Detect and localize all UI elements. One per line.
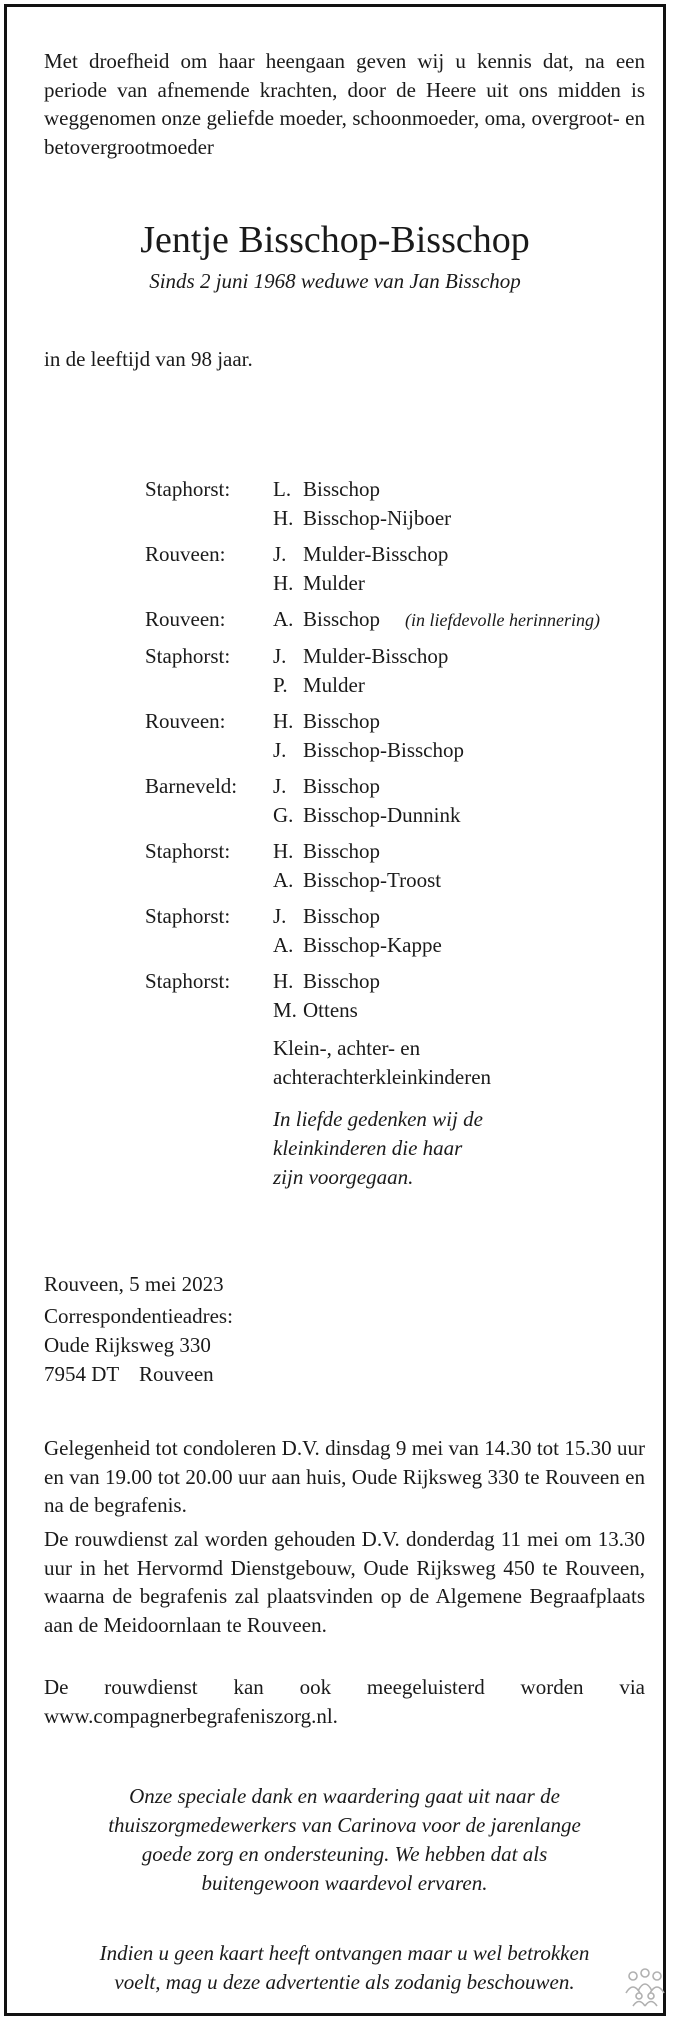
family-initial: J. [273, 644, 287, 668]
memorial-line: In liefde gedenken wij de [273, 1107, 483, 1131]
family-member: Bisschop [303, 709, 381, 733]
family-place: Staphorst: [145, 644, 231, 668]
family-initial: J. [273, 774, 287, 798]
family-member: Bisschop-Kappe [303, 933, 442, 957]
family-member: Bisschop [303, 969, 381, 993]
family-member: Mulder-Bisschop [303, 644, 449, 668]
family-place: Staphorst: [145, 969, 231, 993]
family-place: Staphorst: [145, 839, 231, 863]
thanks-line: thuiszorgmedewerkers van Carinova voor de jarenlange [108, 1813, 581, 1837]
thanks-line: goede zorg en ondersteuning. We hebben dat als [141, 1842, 548, 1866]
correspondence-postal-code: 7954 DT [44, 1362, 120, 1386]
family-logo-icon [623, 1967, 667, 2007]
family-initial: H. [273, 709, 294, 733]
service-text: De rouwdienst zal worden gehouden D.V. donderdag 11 mei om 13.30 uur in het Hervormd Dienstgebouw, Oude Rijksweg 450 te Rouveen, waarna de begrafenis zal plaatsvinden op de Algemene Begraafplaats aan de Meidoornlaan te Rouveen. [44, 1527, 645, 1637]
family-member: Bisschop [303, 904, 381, 928]
family-initial: J. [273, 542, 287, 566]
family-initial: J. [273, 904, 287, 928]
family-initial: H. [273, 969, 294, 993]
intro-text: Met droefheid om haar heengaan geven wij u kennis dat, na een periode van afnemende krachten, door de Heere uit ons midden is weggenomen onze geliefde moeder, schoonmoeder, oma, overgroot- en betovergrootmoeder [44, 49, 645, 159]
family-initial: J. [273, 738, 287, 762]
family-member: Mulder [303, 673, 365, 697]
family-initial: M. [273, 998, 297, 1022]
grandchildren-line: achterachterkleinkinderen [273, 1065, 492, 1089]
family-place: Rouveen: [145, 542, 226, 566]
family-member: Bisschop-Bisschop [303, 738, 465, 762]
family-initial: G. [273, 803, 294, 827]
listen-text: De rouwdienst kan ook meegeluisterd worden via www.compagnerbegrafeniszorg.nl. [44, 1675, 645, 1728]
obituary-card [4, 4, 666, 2016]
family-initial: P. [273, 673, 288, 697]
family-initial: A. [273, 933, 294, 957]
memorial-line: zijn voorgegaan. [273, 1165, 414, 1189]
correspondence-street: Oude Rijksweg 330 [44, 1333, 211, 1357]
family-member: Bisschop-Dunnink [303, 803, 461, 827]
age-line: in de leeftijd van 98 jaar. [44, 347, 253, 371]
family-member: Ottens [303, 998, 358, 1022]
footer-line: voelt, mag u deze advertentie als zodanig beschouwen. [114, 1970, 575, 1994]
family-member: Bisschop-Nijboer [303, 506, 452, 530]
family-initial: H. [273, 839, 294, 863]
place-date: Rouveen, 5 mei 2023 [44, 1272, 224, 1296]
family-place: Staphorst: [145, 904, 231, 928]
footer-line: Indien u geen kaart heeft ontvangen maar u wel betrokken [99, 1941, 590, 1965]
family-member: Mulder-Bisschop [303, 542, 449, 566]
family-initial: L. [273, 477, 292, 501]
family-initial: H. [273, 506, 294, 530]
deceased-name: Jentje Bisschop-Bisschop [140, 219, 530, 261]
condolence-text: Gelegenheid tot condoleren D.V. dinsdag 9 mei van 14.30 tot 15.30 uur en van 19.00 tot 20.00 uur aan huis, Oude Rijksweg 330 te Rouveen en na de begrafenis. [44, 1436, 645, 1517]
family-member: Bisschop [303, 607, 381, 631]
thanks-line: Onze speciale dank en waardering gaat uit naar de [129, 1784, 560, 1808]
family-member: Bisschop [303, 839, 381, 863]
family-place: Rouveen: [145, 709, 226, 733]
thanks-line: buitengewoon waardevol ervaren. [201, 1871, 488, 1895]
family-member: Mulder [303, 571, 365, 595]
family-initial: A. [273, 607, 294, 631]
family-initial: A. [273, 868, 294, 892]
widow-subtitle: Sinds 2 juni 1968 weduwe van Jan Bisschop [149, 269, 521, 293]
family-place: Rouveen: [145, 607, 226, 631]
family-place: Barneveld: [145, 774, 238, 798]
family-initial: H. [273, 571, 294, 595]
grandchildren-line: Klein-, achter- en [273, 1036, 421, 1060]
memorial-line: kleinkinderen die haar [273, 1136, 463, 1160]
family-place: Staphorst: [145, 477, 231, 501]
family-member: Bisschop [303, 774, 381, 798]
remembrance-note: (in liefdevolle herinnering) [405, 610, 600, 630]
family-member: Bisschop [303, 477, 381, 501]
correspondence-city: Rouveen [139, 1362, 214, 1386]
family-member: Bisschop-Troost [303, 868, 442, 892]
correspondence-label: Correspondentieadres: [44, 1304, 233, 1328]
